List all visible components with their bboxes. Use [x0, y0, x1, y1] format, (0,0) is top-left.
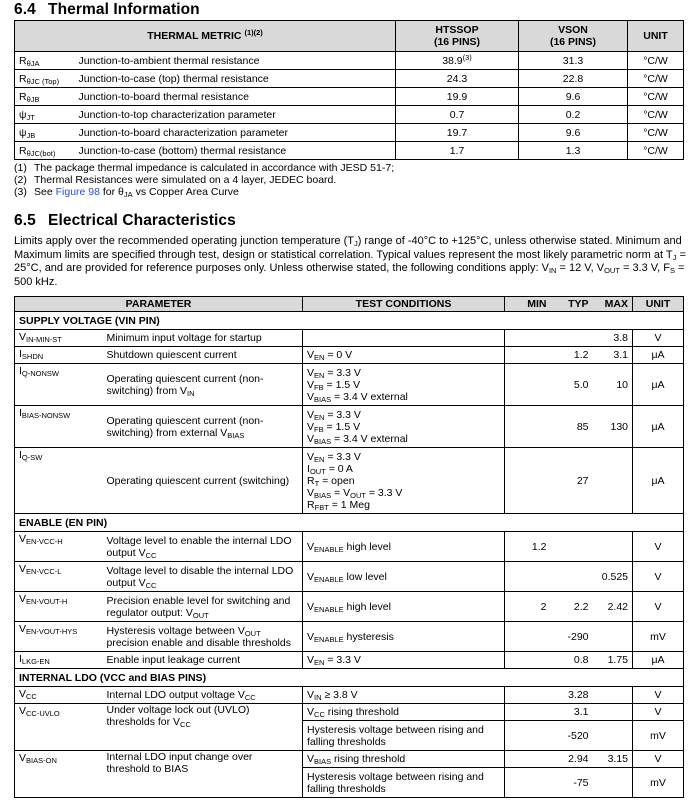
typ-value: 5.0	[551, 364, 593, 406]
typ-value: 0.8	[551, 652, 593, 669]
param-description: Operating quiescent current (non-switching) from $V_{IN}$	[103, 364, 303, 406]
table-row	[15, 622, 684, 652]
test-conditions: Hysteresis voltage between rising and falling thresholds	[303, 768, 505, 798]
vson-value: 22.8	[519, 70, 628, 88]
section-title: Electrical Characteristics	[48, 212, 236, 229]
test-conditions: $V_{EN} = 3.3$ V	[303, 652, 505, 669]
table-row	[15, 124, 684, 142]
electrical-characteristics-table	[14, 296, 684, 798]
vson-value: 9.6	[519, 124, 628, 142]
max-value	[593, 721, 633, 751]
param-symbol: $V_{EN-VCC-H}$	[15, 532, 103, 562]
param-symbol: $I_{BIAS-NONSW}$	[15, 406, 103, 448]
table-row	[15, 652, 684, 669]
vson-value: 9.6	[519, 88, 628, 106]
table-row	[15, 532, 684, 562]
section-label: SUPPLY VOLTAGE (VIN PIN)	[15, 312, 684, 330]
max-value: 3.15	[593, 751, 633, 768]
section-row-enable	[15, 514, 684, 532]
htssop-value: 1.7	[396, 142, 519, 160]
test-conditions: $V_{ENABLE}$ high level	[303, 592, 505, 622]
max-value: 2.42	[593, 592, 633, 622]
param-description: Internal LDO input change over threshold to BIAS	[103, 751, 303, 798]
typ-value	[551, 562, 593, 592]
unit: μA	[633, 448, 684, 514]
unit: μA	[633, 364, 684, 406]
section-number: 6.5	[14, 212, 36, 229]
unit: μA	[633, 406, 684, 448]
section-label: ENABLE (EN PIN)	[15, 514, 684, 532]
htssop-value: 24.3	[396, 70, 519, 88]
param-description: Operating quiescent current (switching)	[103, 448, 303, 514]
table-row	[15, 106, 684, 124]
header-parameter: PARAMETER	[15, 297, 303, 312]
header-unit: UNIT	[633, 297, 684, 312]
min-value	[505, 721, 551, 751]
typ-value	[551, 330, 593, 347]
max-value	[593, 687, 633, 704]
typ-value	[551, 532, 593, 562]
metric-symbol: $R_{\theta JA}$	[15, 52, 75, 70]
unit: V	[633, 592, 684, 622]
header-typ: TYP	[551, 297, 593, 312]
param-description: Voltage level to disable the internal LDO output $V_{CC}$	[103, 562, 303, 592]
table-row	[15, 448, 684, 514]
metric-symbol: $\psi_{JT}$	[15, 106, 75, 124]
table-row	[15, 406, 684, 448]
min-value	[505, 704, 551, 721]
test-conditions: $V_{EN} = 0$ V	[303, 347, 505, 364]
param-description: Voltage level to enable the internal LDO output $V_{CC}$	[103, 532, 303, 562]
unit: V	[633, 687, 684, 704]
metric-symbol: $R_{\theta JC(bot)}$	[15, 142, 75, 160]
metric-description: Junction-to-case (bottom) thermal resistance	[75, 142, 396, 160]
unit: mV	[633, 768, 684, 798]
max-value: 3.1	[593, 347, 633, 364]
typ-value: 27	[551, 448, 593, 514]
max-value: 130	[593, 406, 633, 448]
thermal-footnotes	[14, 162, 394, 198]
section-row-supply	[15, 312, 684, 330]
typ-value: 2.2	[551, 592, 593, 622]
min-value	[505, 347, 551, 364]
header-min: MIN	[505, 297, 551, 312]
metric-description: Junction-to-board characterization parameter	[75, 124, 396, 142]
max-value	[593, 768, 633, 798]
metric-symbol: $R_{\theta JB}$	[15, 88, 75, 106]
section-number: 6.4	[14, 1, 36, 18]
param-symbol: $I_{SHDN}$	[15, 347, 103, 364]
section-heading-thermal	[14, 1, 200, 19]
metric-symbol: $R_{\theta JC (Top)}$	[15, 70, 75, 88]
unit: °C/W	[628, 70, 684, 88]
typ-value: 85	[551, 406, 593, 448]
param-description: Shutdown quiescent current	[103, 347, 303, 364]
table-row	[15, 70, 684, 88]
typ-value: -290	[551, 622, 593, 652]
unit: °C/W	[628, 106, 684, 124]
test-conditions	[303, 330, 505, 347]
section-label: INTERNAL LDO (VCC and BIAS PINS)	[15, 669, 684, 687]
table-row	[15, 704, 684, 721]
min-value	[505, 768, 551, 798]
typ-value: 1.2	[551, 347, 593, 364]
metric-symbol: $\psi_{JB}$	[15, 124, 75, 142]
electrical-intro-paragraph: Limits apply over the recommended operating junction temperature $(T_J)$ range of -40°C to +125°C, unless otherwise stated. Minimum and Maximum limits are specified through test, design or statistical correlation. Typical values represent the most likely parametric norm at $T_J = 25^\circ C$, and are provided for reference purposes only. Unless otherwise stated, the following conditions apply: $V_{IN} = 12$ V, $V_{OUT} = 3.3$ V, $F_S = 500$ kHz.	[14, 235, 686, 288]
footnote-1: (1) The package thermal impedance is calculated in accordance with JESD 51-7;	[14, 162, 395, 174]
param-description: Minimum input voltage for startup	[103, 330, 303, 347]
unit: mV	[633, 622, 684, 652]
unit: °C/W	[628, 124, 684, 142]
max-value	[593, 622, 633, 652]
table-row	[15, 562, 684, 592]
max-value: 0.525	[593, 562, 633, 592]
param-symbol: $V_{EN-VCC-L}$	[15, 562, 103, 592]
max-value	[593, 532, 633, 562]
param-symbol: $V_{EN-VOUT-H}$	[15, 592, 103, 622]
metric-description: Junction-to-ambient thermal resistance	[75, 52, 396, 70]
test-conditions: $V_{ENABLE}$ low level	[303, 562, 505, 592]
section-row-internal-ldo	[15, 669, 684, 687]
footnote-2: (2) Thermal Resistances were simulated on a 4 layer, JEDEC board.	[14, 174, 337, 186]
table-header-row	[15, 21, 684, 52]
unit: °C/W	[628, 88, 684, 106]
min-value	[505, 622, 551, 652]
test-conditions: $V_{EN} = 3.3$ V $V_{FB} = 1.5$ V $V_{BIAS} = 3.4$ V external	[303, 406, 505, 448]
figure-98-link[interactable]: Figure 98	[55, 186, 100, 198]
typ-value: -75	[551, 768, 593, 798]
htssop-value: 19.9	[396, 88, 519, 106]
vson-value: 0.2	[519, 106, 628, 124]
min-value	[505, 687, 551, 704]
min-value	[505, 652, 551, 669]
param-description: Internal LDO output voltage $V_{CC}$	[103, 687, 303, 704]
test-conditions: $V_{ENABLE}$ hysteresis	[303, 622, 505, 652]
table-row	[15, 687, 684, 704]
max-value	[593, 704, 633, 721]
table-header-row	[15, 297, 684, 312]
header-unit: UNIT	[628, 21, 684, 52]
table-row	[15, 142, 684, 160]
unit: μA	[633, 347, 684, 364]
typ-value: 3.1	[551, 704, 593, 721]
table-row	[15, 88, 684, 106]
section-title: Thermal Information	[48, 1, 200, 18]
metric-description: Junction-to-top characterization parameter	[75, 106, 396, 124]
test-conditions: $V_{BIAS}$ rising threshold	[303, 751, 505, 768]
min-value	[505, 406, 551, 448]
table-row	[15, 330, 684, 347]
vson-value: 1.3	[519, 142, 628, 160]
unit: V	[633, 532, 684, 562]
param-symbol: $V_{CC-UVLO}$	[15, 704, 103, 751]
min-value	[505, 330, 551, 347]
header-max: MAX	[593, 297, 633, 312]
unit: V	[633, 330, 684, 347]
htssop-value: 0.7	[396, 106, 519, 124]
param-description: Operating quiescent current (non-switching) from external $V_{BIAS}$	[103, 406, 303, 448]
header-vson: VSON (16 PINS)	[519, 21, 628, 52]
param-symbol: $I_{Q-NONSW}$	[15, 364, 103, 406]
unit: μA	[633, 652, 684, 669]
max-value: 1.75	[593, 652, 633, 669]
test-conditions: $V_{EN} = 3.3$ V $V_{FB} = 1.5$ V $V_{BIAS} = 3.4$ V external	[303, 364, 505, 406]
metric-description: Junction-to-case (top) thermal resistance	[75, 70, 396, 88]
thermal-information-table	[14, 20, 684, 160]
footnote-ref[interactable]: (1)(2)	[244, 28, 263, 37]
param-description: Precision enable level for switching and regulator output: $V_{OUT}$	[103, 592, 303, 622]
param-symbol: $V_{EN-VOUT-HYS}$	[15, 622, 103, 652]
min-value	[505, 751, 551, 768]
typ-value: 2.94	[551, 751, 593, 768]
min-value	[505, 448, 551, 514]
param-symbol: $V_{IN-MIN-ST}$	[15, 330, 103, 347]
section-heading-electrical	[14, 212, 236, 230]
param-description: Enable input leakage current	[103, 652, 303, 669]
unit: °C/W	[628, 52, 684, 70]
htssop-value: 38.9$^{(3)}$	[396, 52, 519, 70]
htssop-value: 19.7	[396, 124, 519, 142]
metric-description: Junction-to-board thermal resistance	[75, 88, 396, 106]
unit: V	[633, 704, 684, 721]
max-value	[593, 448, 633, 514]
unit: mV	[633, 721, 684, 751]
test-conditions: $V_{IN} \ge 3.8$ V	[303, 687, 505, 704]
test-conditions: $V_{ENABLE}$ high level	[303, 532, 505, 562]
typ-value: -520	[551, 721, 593, 751]
table-row	[15, 347, 684, 364]
test-conditions: $V_{CC}$ rising threshold	[303, 704, 505, 721]
param-symbol: $I_{LKG-EN}$	[15, 652, 103, 669]
typ-value: 3.28	[551, 687, 593, 704]
min-value: 2	[505, 592, 551, 622]
max-value: 10	[593, 364, 633, 406]
unit: V	[633, 562, 684, 592]
table-row	[15, 364, 684, 406]
table-row	[15, 52, 684, 70]
param-symbol: $V_{CC}$	[15, 687, 103, 704]
min-value	[505, 364, 551, 406]
max-value: 3.8	[593, 330, 633, 347]
header-htssop: HTSSOP (16 PINS)	[396, 21, 519, 52]
param-description: Under voltage lock out (UVLO) thresholds for $V_{CC}$	[103, 704, 303, 751]
min-value: 1.2	[505, 532, 551, 562]
table-row	[15, 751, 684, 768]
param-symbol: $V_{BIAS-ON}$	[15, 751, 103, 798]
test-conditions: Hysteresis voltage between rising and falling thresholds	[303, 721, 505, 751]
vson-value: 31.3	[519, 52, 628, 70]
param-symbol: $I_{Q-SW}$	[15, 448, 103, 514]
header-test-conditions: TEST CONDITIONS	[303, 297, 505, 312]
footnote-3: (3) See Figure 98 for $\theta_{JA}$ vs Copper Area Curve	[14, 186, 239, 199]
unit: V	[633, 751, 684, 768]
header-thermal-metric: THERMAL METRIC $^{(1)(2)}$	[15, 21, 396, 52]
table-row	[15, 592, 684, 622]
min-value	[505, 562, 551, 592]
unit: °C/W	[628, 142, 684, 160]
param-description: Hysteresis voltage between $V_{OUT}$ precision enable and disable thresholds	[103, 622, 303, 652]
test-conditions: $V_{EN} = 3.3$ V $I_{OUT} = 0$ A $R_T$ = open $V_{BIAS} = V_{OUT} = 3.3$ V $R_{FBT} = 1$ Meg	[303, 448, 505, 514]
